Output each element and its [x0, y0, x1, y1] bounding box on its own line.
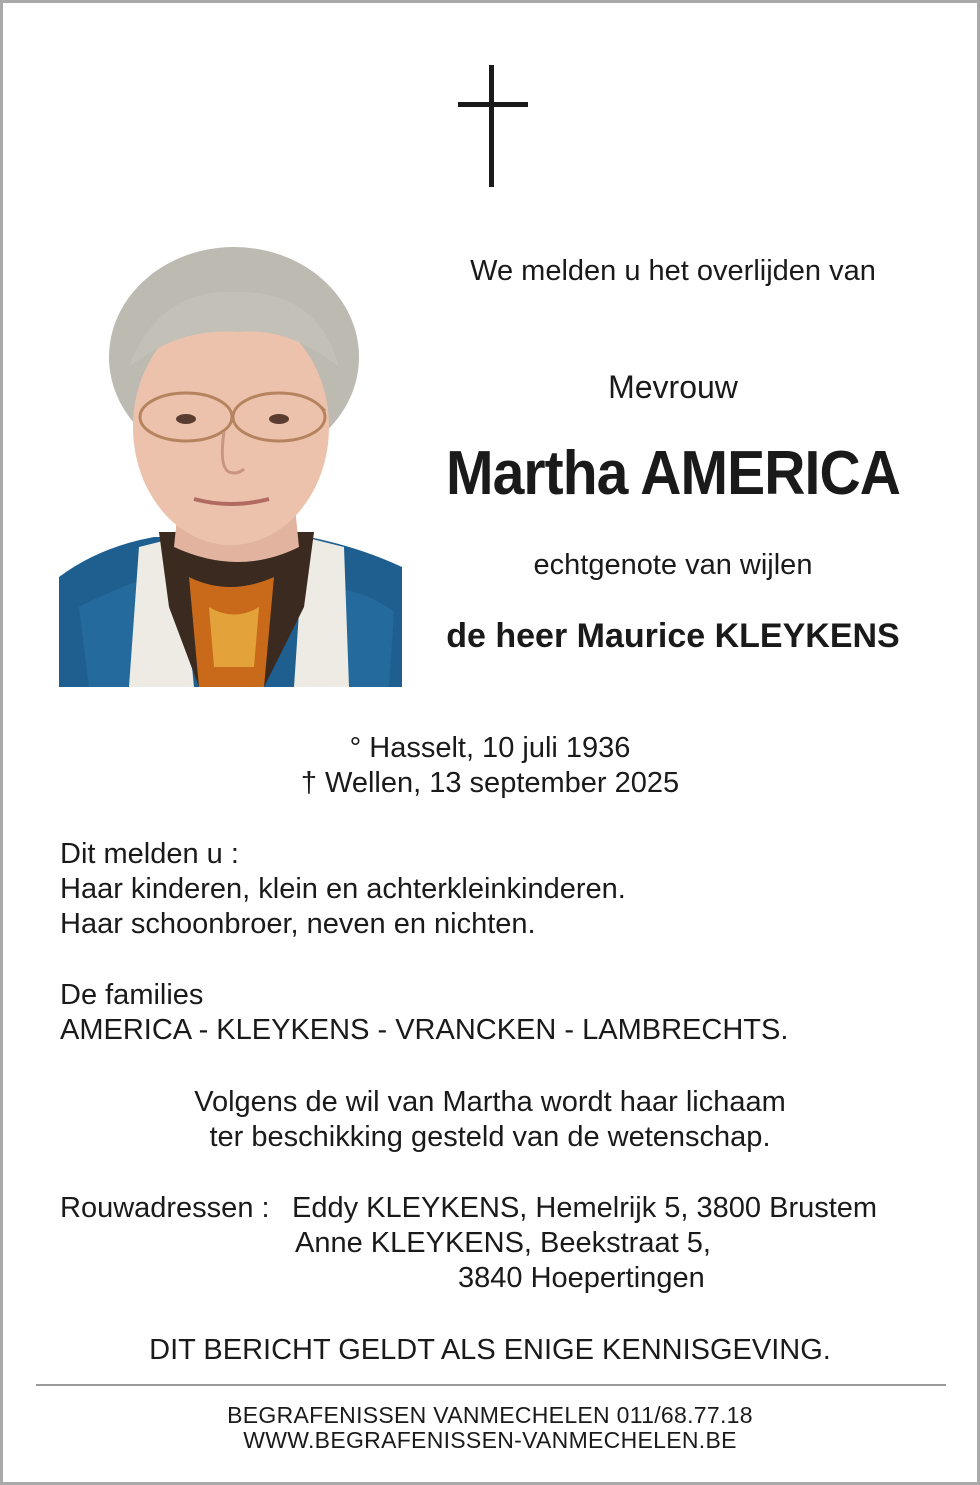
spouse-prefix: echtgenote van wijlen	[533, 549, 813, 581]
address-line: 3840 Hoepertingen	[458, 1262, 705, 1294]
deceased-name: Martha AMERICA	[445, 439, 901, 508]
wish-line: ter beschikking gesteld van de wetenschap.	[209, 1121, 771, 1153]
portrait-photo	[59, 247, 402, 687]
funeral-home-name: BEGRAFENISSEN VANMECHELEN 011/68.77.18	[227, 1402, 753, 1428]
death-line: † Wellen, 13 september 2025	[300, 767, 680, 799]
mourners-line: Dit melden u :	[60, 838, 239, 870]
closing-statement: DIT BERICHT GELDT ALS ENIGE KENNISGEVING.	[149, 1334, 831, 1366]
address-line: Anne KLEYKENS, Beekstraat 5,	[295, 1227, 711, 1259]
mourners-line: Haar kinderen, klein en achterkleinkinderen.	[60, 873, 626, 905]
footer-divider	[36, 1384, 946, 1386]
title-prefix: Mevrouw	[608, 369, 738, 405]
spouse-name: de heer Maurice KLEYKENS	[446, 617, 900, 655]
addresses-label: Rouwadressen :	[60, 1192, 270, 1224]
families-label: De families	[60, 979, 204, 1011]
funeral-home-website[interactable]: WWW.BEGRAFENISSEN-VANMECHELEN.BE	[243, 1427, 737, 1453]
mourners-line: Haar schoonbroer, neven en nichten.	[60, 908, 536, 940]
address-line: Eddy KLEYKENS, Hemelrijk 5, 3800 Brustem	[292, 1192, 878, 1224]
intro-text: We melden u het overlijden van	[470, 255, 876, 287]
families-list: AMERICA - KLEYKENS - VRANCKEN - LAMBRECHTS.	[60, 1014, 789, 1046]
birth-line: ° Hasselt, 10 juli 1936	[349, 732, 631, 764]
wish-line: Volgens de wil van Martha wordt haar lichaam	[194, 1086, 786, 1118]
